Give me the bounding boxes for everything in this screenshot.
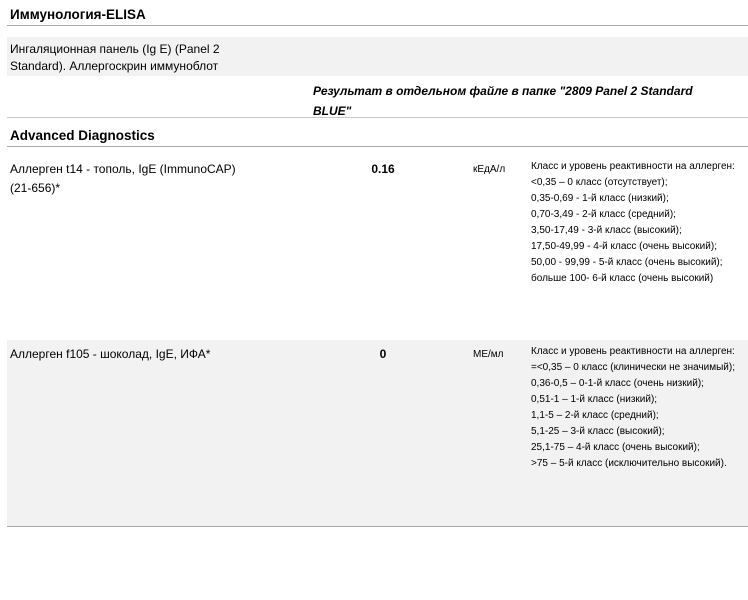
panel-row bbox=[7, 37, 748, 76]
section-header-advanced bbox=[7, 118, 748, 147]
reference-line: 0,51-1 – 1-й класс (низкий); bbox=[531, 394, 658, 405]
reference-line: >75 – 5-й класс (исключительно высокий). bbox=[531, 458, 727, 469]
section-title: Иммунология-ELISA bbox=[10, 7, 146, 22]
section-title: Advanced Diagnostics bbox=[10, 128, 155, 143]
reference-line: 25,1-75 – 4-й класс (очень высокий); bbox=[531, 442, 700, 453]
test-row bbox=[7, 155, 748, 339]
reference-line: 3,50-17,49 - 3-й класс (высокий); bbox=[531, 225, 682, 236]
reference-line: больше 100- 6-й класс (очень высокий) bbox=[531, 273, 714, 284]
reference-line: <0,35 – 0 класс (отсутствует); bbox=[531, 177, 668, 188]
reference-line: 50,00 - 99,99 - 5-й класс (очень высокий); bbox=[531, 257, 723, 268]
panel-name: Ингаляционная панель (Ig E) (Panel 2 Standard). Аллергоскрин иммуноблот bbox=[10, 42, 220, 73]
reference-line: =<0,35 – 0 класс (клинически не значимый); bbox=[531, 362, 735, 373]
test-unit: кЕдА/л bbox=[473, 164, 506, 175]
test-name: Аллерген f105 - шоколад, IgE, ИФА* bbox=[10, 347, 211, 361]
reference-line: 0,70-3,49 - 2-й класс (средний); bbox=[531, 209, 676, 220]
reference-line: 1,1-5 – 2-й класс (средний); bbox=[531, 410, 659, 421]
reference-line: Класс и уровень реактивности на аллерген: bbox=[531, 346, 735, 357]
reference-line: 17,50-49,99 - 4-й класс (очень высокий); bbox=[531, 241, 717, 252]
reference-range bbox=[531, 344, 748, 472]
result-note: Результат в отдельном файле в папке "2809 Panel 2 Standard BLUE" bbox=[313, 84, 693, 118]
reference-line: 5,1-25 – 3-й класс (высокий); bbox=[531, 426, 665, 437]
reference-range bbox=[531, 159, 748, 287]
reference-line: Класс и уровень реактивности на аллерген: bbox=[531, 161, 735, 172]
test-unit: МЕ/мл bbox=[473, 349, 504, 360]
section-header-immunology bbox=[7, 0, 748, 26]
test-row bbox=[7, 340, 748, 527]
test-value: 0 bbox=[379, 347, 387, 361]
test-name: Аллерген t14 - тополь, IgE (ImmunoCAP) (21-656)* bbox=[10, 162, 236, 195]
reference-line: 0,35-0,69 - 1-й класс (низкий); bbox=[531, 193, 669, 204]
reference-line: 0,36-0,5 – 0-1-й класс (очень низкий); bbox=[531, 378, 704, 389]
test-value: 0.16 bbox=[371, 162, 395, 176]
